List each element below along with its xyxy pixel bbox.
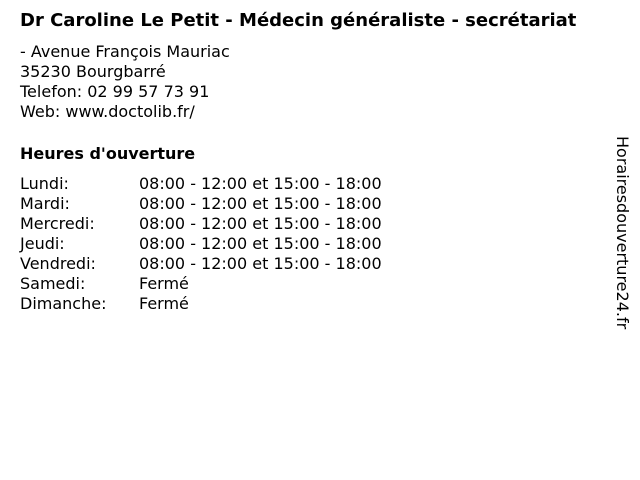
street-address: - Avenue François Mauriac: [20, 42, 230, 61]
day-hours: Fermé: [139, 274, 189, 293]
day-hours: 08:00 - 12:00 et 15:00 - 18:00: [139, 174, 382, 193]
day-label: Mercredi:: [20, 214, 95, 233]
day-hours: Fermé: [139, 294, 189, 313]
page-title: Dr Caroline Le Petit - Médecin généraliste - secrétariat: [20, 10, 577, 31]
hours-row-sunday: [20, 294, 602, 314]
site-watermark: Horairesdouverture24.fr: [613, 136, 632, 330]
business-card: [20, 10, 602, 314]
day-hours: 08:00 - 12:00 et 15:00 - 18:00: [139, 194, 382, 213]
address-block: [20, 42, 602, 122]
hours-row-monday: [20, 174, 602, 194]
hours-row-tuesday: [20, 194, 602, 214]
postal-city: 35230 Bourgbarré: [20, 62, 166, 81]
website-link[interactable]: Web: www.doctolib.fr/: [20, 102, 195, 121]
hours-row-friday: [20, 254, 602, 274]
hours-row-thursday: [20, 234, 602, 254]
day-label: Lundi:: [20, 174, 69, 193]
day-label: Dimanche:: [20, 294, 107, 313]
hours-table: [20, 174, 602, 314]
day-hours: 08:00 - 12:00 et 15:00 - 18:00: [139, 254, 382, 273]
day-label: Vendredi:: [20, 254, 96, 273]
hours-heading: Heures d'ouverture: [20, 144, 196, 163]
phone-number: Telefon: 02 99 57 73 91: [20, 82, 210, 101]
day-hours: 08:00 - 12:00 et 15:00 - 18:00: [139, 214, 382, 233]
hours-row-wednesday: [20, 214, 602, 234]
day-label: Jeudi:: [20, 234, 65, 253]
day-label: Samedi:: [20, 274, 86, 293]
hours-row-saturday: [20, 274, 602, 294]
day-label: Mardi:: [20, 194, 70, 213]
day-hours: 08:00 - 12:00 et 15:00 - 18:00: [139, 234, 382, 253]
